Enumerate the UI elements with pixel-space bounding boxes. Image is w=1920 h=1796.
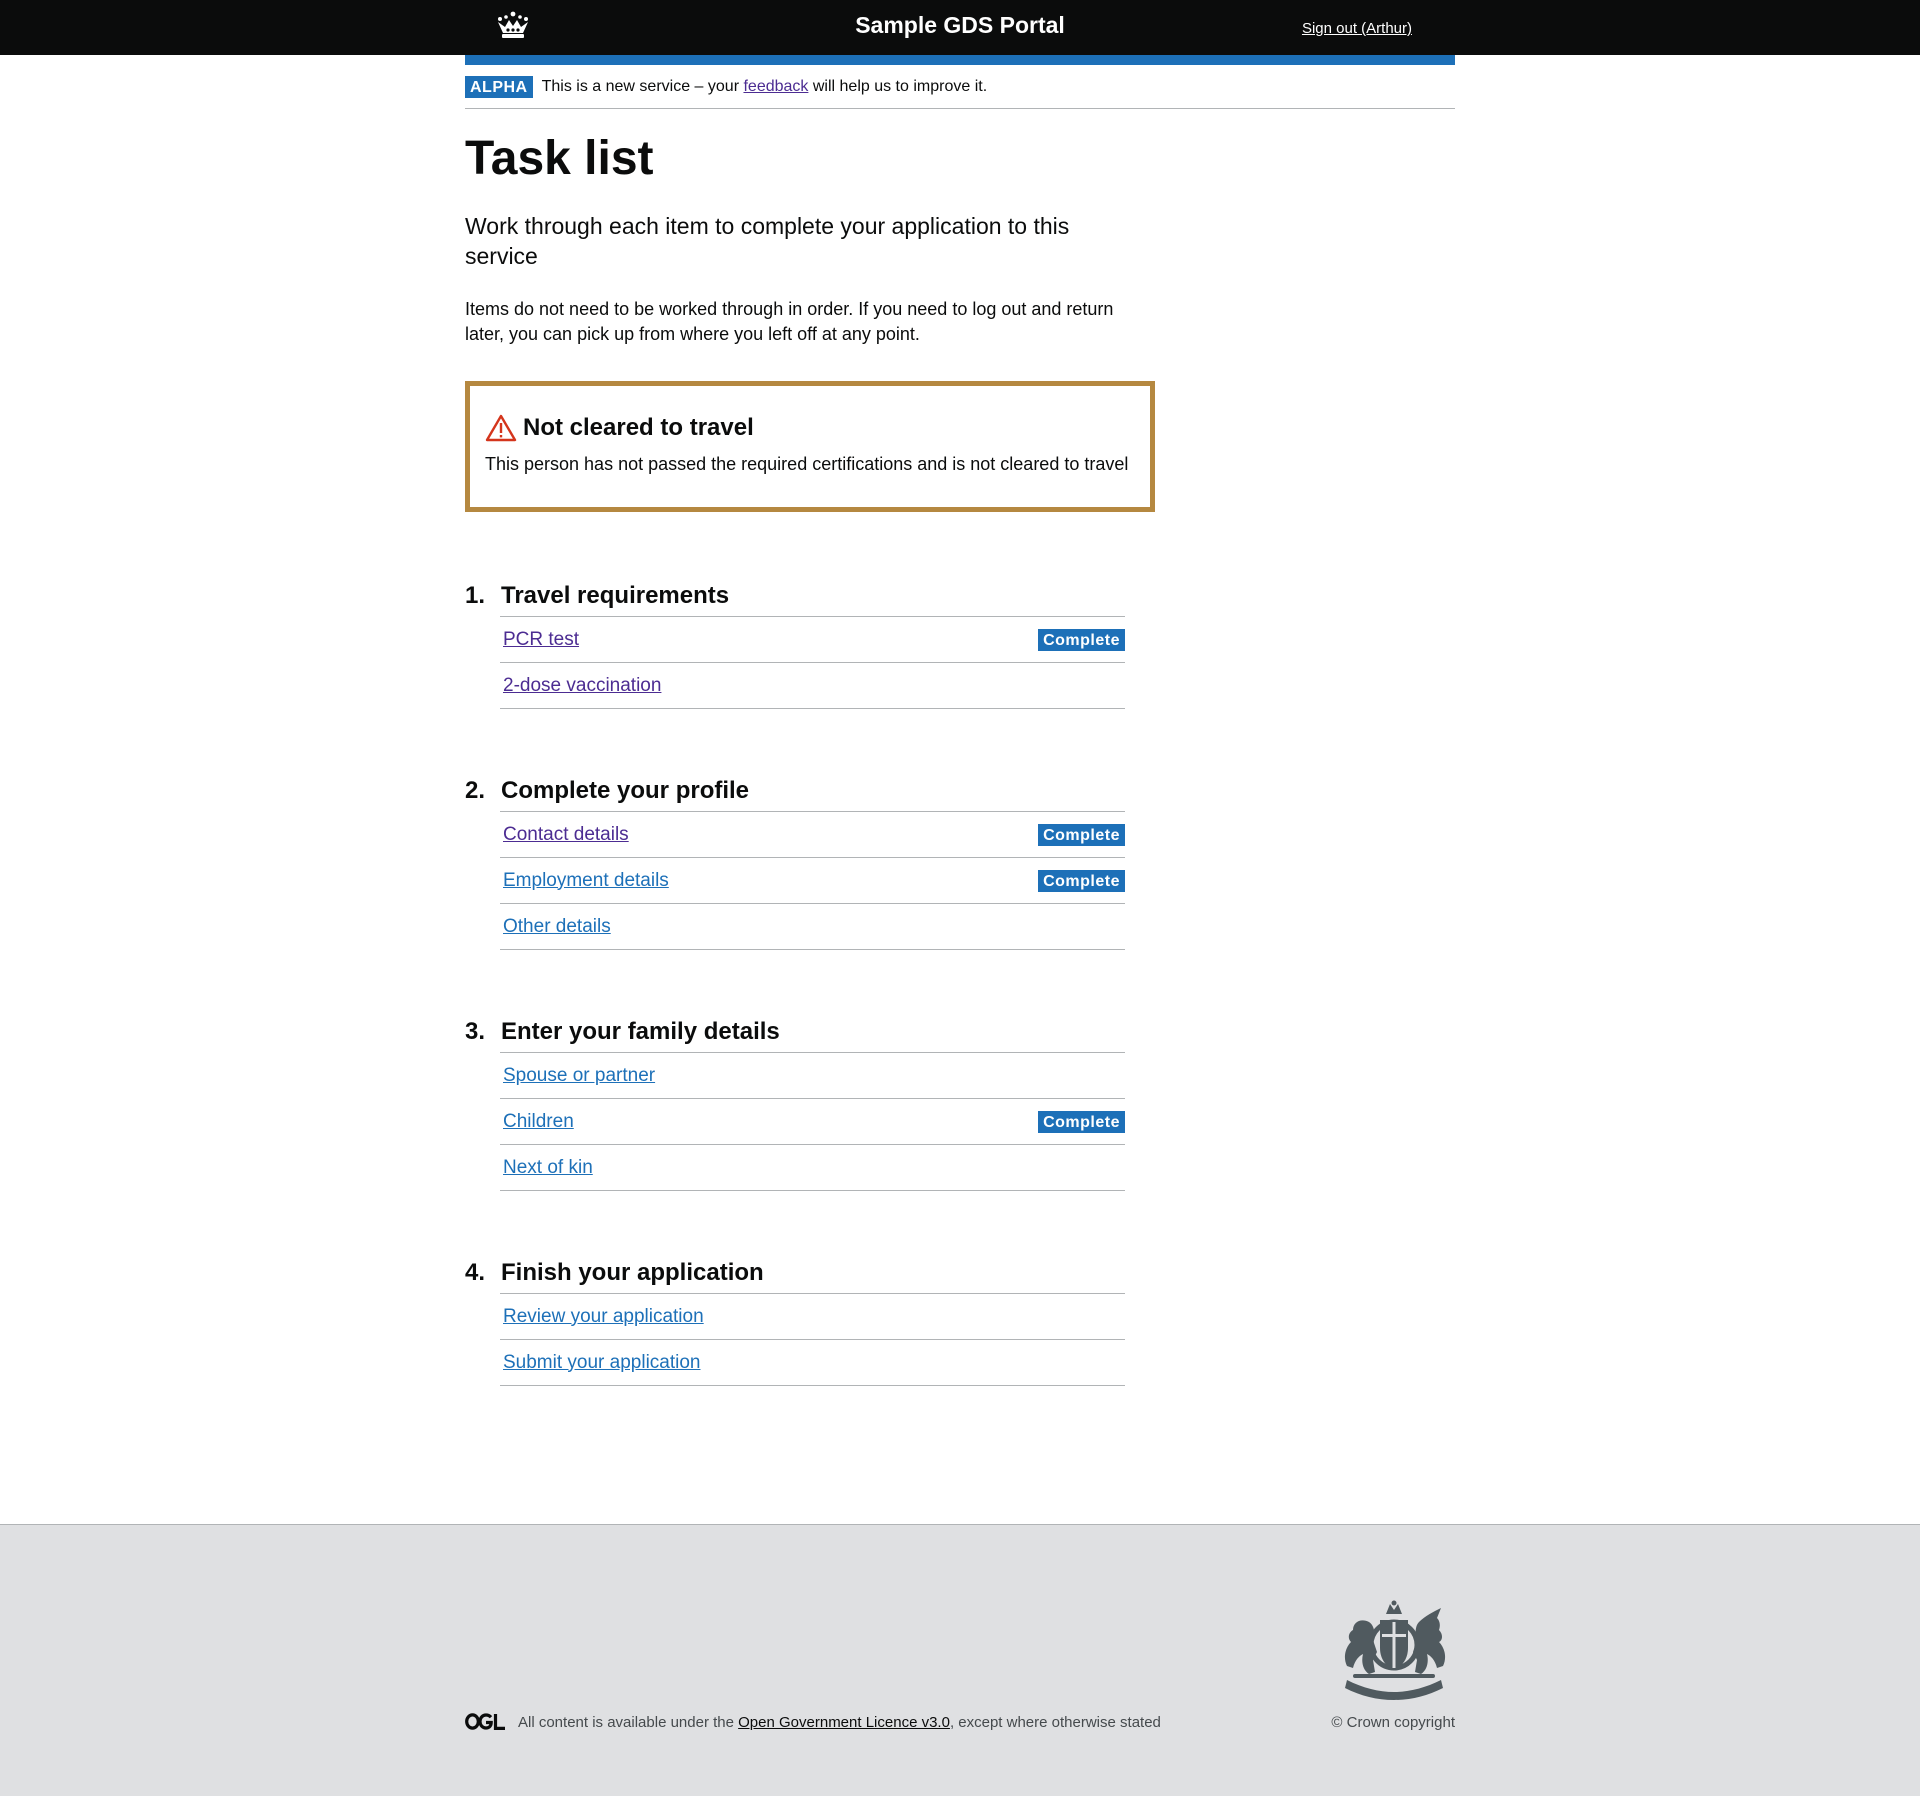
task-item xyxy=(500,1099,1125,1145)
crown-icon[interactable] xyxy=(495,11,531,39)
task-link[interactable]: PCR test xyxy=(503,628,580,650)
licence-text-after: , except where otherwise stated xyxy=(949,1714,1161,1731)
phase-text-after: will help us to improve it. xyxy=(808,77,988,95)
task-item xyxy=(500,617,1125,663)
task-section xyxy=(465,1251,1125,1386)
section-number: 3. xyxy=(465,1018,486,1045)
task-section xyxy=(465,1010,1125,1191)
task-items xyxy=(500,811,1125,950)
phase-banner xyxy=(465,65,1455,109)
footer-container xyxy=(465,1525,1455,1796)
task-item xyxy=(500,663,1125,709)
warning-panel xyxy=(465,381,1155,512)
task-section xyxy=(465,574,1125,709)
task-item xyxy=(500,1294,1125,1340)
task-link[interactable]: Contact details xyxy=(503,823,629,845)
main-content xyxy=(465,131,1455,1386)
warning-triangle-icon xyxy=(485,414,517,442)
site-header xyxy=(0,0,1920,55)
intro-paragraph: Items do not need to be worked through in order. If you need to log out and return later, you can pick up from where you left off at any point. xyxy=(465,299,1114,344)
section-number: 4. xyxy=(465,1259,486,1286)
licence-text-before: All content is available under the xyxy=(518,1714,739,1731)
section-heading xyxy=(465,574,1125,616)
header-container xyxy=(465,0,1455,55)
task-link[interactable]: Submit your application xyxy=(503,1351,701,1373)
status-badge: Complete xyxy=(1038,824,1125,846)
licence-text xyxy=(518,1714,1161,1731)
task-link[interactable]: Next of kin xyxy=(503,1156,593,1178)
phase-text-before: This is a new service – your xyxy=(541,77,744,95)
section-title: Finish your application xyxy=(501,1259,764,1286)
royal-coat-of-arms-icon[interactable] xyxy=(1333,1600,1455,1702)
task-link[interactable]: Review your application xyxy=(503,1305,704,1327)
task-item xyxy=(500,1340,1125,1386)
status-badge: Complete xyxy=(1038,629,1125,651)
header-blue-bar xyxy=(465,55,1455,65)
task-link[interactable]: Employment details xyxy=(503,869,669,891)
task-section xyxy=(465,769,1125,950)
status-badge: Complete xyxy=(1038,870,1125,892)
task-item xyxy=(500,1053,1125,1099)
service-name-link[interactable]: Sample GDS Portal xyxy=(855,12,1065,38)
feedback-link[interactable]: feedback xyxy=(743,77,809,95)
site-footer xyxy=(0,1524,1920,1796)
section-title: Travel requirements xyxy=(501,582,730,609)
task-items xyxy=(500,1052,1125,1191)
section-number: 1. xyxy=(465,582,486,609)
phase-text xyxy=(542,78,988,96)
warning-title: Not cleared to travel xyxy=(523,414,754,441)
lead-paragraph: Work through each item to complete your application to this service xyxy=(465,213,1070,269)
task-items xyxy=(500,1293,1125,1386)
main-container xyxy=(465,55,1455,1386)
section-heading xyxy=(465,1010,1125,1052)
status-badge: Complete xyxy=(1038,1111,1125,1133)
page-title: Task list xyxy=(465,132,654,185)
task-item xyxy=(500,858,1125,904)
task-link[interactable]: Other details xyxy=(503,915,611,937)
crown-copyright: © Crown copyright xyxy=(1331,1714,1455,1731)
section-heading xyxy=(465,1251,1125,1293)
ogl-licence-link[interactable]: Open Government Licence v3.0 xyxy=(738,1714,950,1731)
task-list xyxy=(465,574,1125,1386)
phase-tag: ALPHA xyxy=(465,76,533,98)
task-link[interactable]: 2-dose vaccination xyxy=(503,674,662,696)
section-title: Enter your family details xyxy=(501,1018,780,1045)
task-item xyxy=(500,904,1125,950)
ogl-logo-icon xyxy=(465,1713,506,1730)
section-heading xyxy=(465,769,1125,811)
task-link[interactable]: Spouse or partner xyxy=(503,1064,656,1086)
sign-out-link[interactable]: Sign out (Arthur) xyxy=(1301,20,1412,37)
warning-text: This person has not passed the required certifications and is not cleared to travel xyxy=(485,454,1129,474)
section-title: Complete your profile xyxy=(501,777,750,804)
task-link[interactable]: Children xyxy=(503,1110,574,1132)
task-item xyxy=(500,812,1125,858)
task-items xyxy=(500,616,1125,709)
warning-heading xyxy=(485,414,1135,442)
task-item xyxy=(500,1145,1125,1191)
section-number: 2. xyxy=(465,777,486,804)
